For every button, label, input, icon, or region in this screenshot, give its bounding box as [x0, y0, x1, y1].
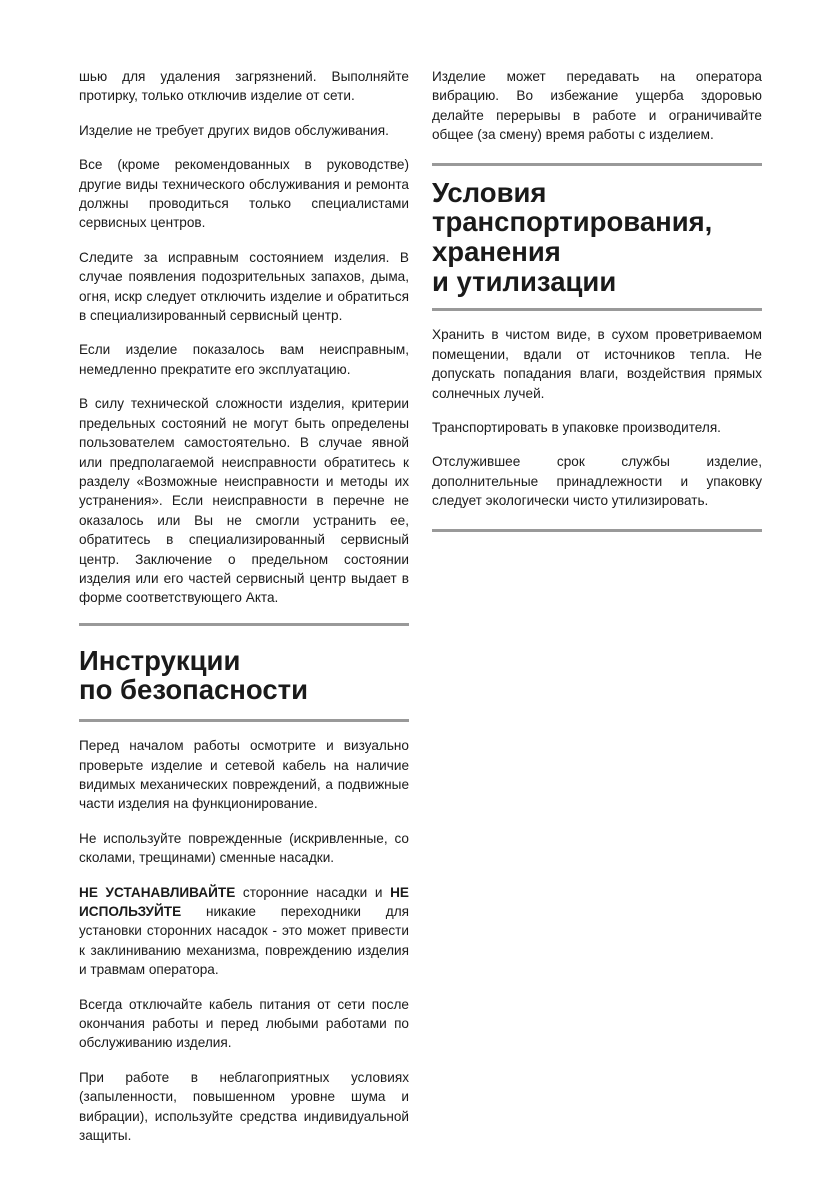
storage-divider-middle: [432, 308, 762, 311]
storage-divider-bottom: [432, 529, 762, 532]
storage-paragraph-3: Отслужившее срок службы изделие, дополнительные принадлежности и упаковку следует экологически чисто утилизировать.: [432, 454, 762, 509]
warning-do-not-install: НЕ УСТАНАВЛИВАЙТЕ: [79, 884, 236, 900]
left-column: [79, 67, 409, 1160]
safety-paragraph-4: Всегда отключайте кабель питания от сети после окончания работы и перед любыми работами по обслуживанию изделия.: [79, 996, 409, 1051]
warning-do-not-use: НЕ ИСПОЛЬЗУЙТЕ: [79, 884, 409, 919]
section-divider-bottom: [79, 719, 409, 722]
storage-title-line-1: Условия: [432, 176, 547, 208]
safety-paragraph-1: Перед началом работы осмотрите и визуально проверьте изделие и сетевой кабель на наличие видимых механических повреждений, а подвижные части изделия на функционирование.: [79, 738, 409, 812]
safety-paragraph-5: При работе в неблагоприятных условиях (запыленности, повышенном уровне шума и вибрации), используйте средства индивидуальной защиты.: [79, 1069, 409, 1144]
vibration-paragraph: Изделие может передавать на оператора вибрацию. Во избежание ущерба здоровью делайте перерывы в работе и ограничивайте общее (за смену) время работы с изделием.: [432, 69, 762, 143]
maintenance-paragraph-2: Изделие не требует других видов обслуживания.: [79, 122, 389, 138]
maintenance-paragraph-3: Все (кроме рекомендованных в руководстве) другие виды технического обслуживания и ремонта должны проводиться только специалистами сервисных центров.: [79, 157, 409, 231]
safety-paragraph-3-text-2: никакие переходники для установки сторонних насадок - это может привести к заклиниванию механизма, повреждению изделия и травмам оператора.: [79, 903, 409, 978]
storage-title-line-3: хранения: [432, 236, 561, 267]
storage-title-line-4: и утилизации: [432, 265, 617, 297]
storage-section-title: [432, 166, 762, 309]
safety-section-title: [79, 626, 409, 719]
safety-title-line-2: по безопасности: [79, 674, 309, 706]
storage-paragraph-2: Транспортировать в упаковке производителя.: [432, 420, 721, 435]
storage-title-line-2: транспортирования,: [432, 206, 713, 238]
safety-title-line-1: Инструкции: [79, 644, 241, 676]
safety-paragraph-3: [79, 883, 409, 980]
maintenance-paragraph-5: Если изделие показалось вам неисправным, немедленно прекратите его эксплуатацию.: [79, 342, 409, 377]
safety-paragraph-2: Не используйте поврежденные (искривленные, со сколами, трещинами) сменные насадки.: [79, 830, 409, 866]
maintenance-paragraph-1: шью для удаления загрязнений. Выполняйте протирку, только отключив изделие от сети.: [79, 69, 409, 104]
right-column: [432, 67, 762, 532]
maintenance-paragraph-6: В силу технической сложности изделия, критерии предельных состояний не могут быть определены пользователем самостоятельно. В случае явной или предполагаемой неисправности обратитесь к разделу «Возможные неисправности и методы их устранения». Если неисправности в перечне не оказалось или Вы не смогли устранить ее, обратитесь в специализированный сервисный центр. Заключение о предельном состоянии изделия или его частей сервисный центр выдает в форме соответствующего Акта.: [79, 396, 409, 606]
storage-paragraph-1: Хранить в чистом виде, в сухом проветриваемом помещении, вдали от источников тепла. Не допускать попадания влаги, воздействия прямых солнечных лучей.: [432, 327, 762, 401]
safety-paragraph-3-text-1: сторонние насадки и: [235, 884, 391, 900]
maintenance-paragraph-4: Следите за исправным состоянием изделия. В случае появления подозрительных запахов, дыма, огня, искр следует отключить изделие и обратиться в специализированный сервисный центр.: [79, 249, 409, 324]
